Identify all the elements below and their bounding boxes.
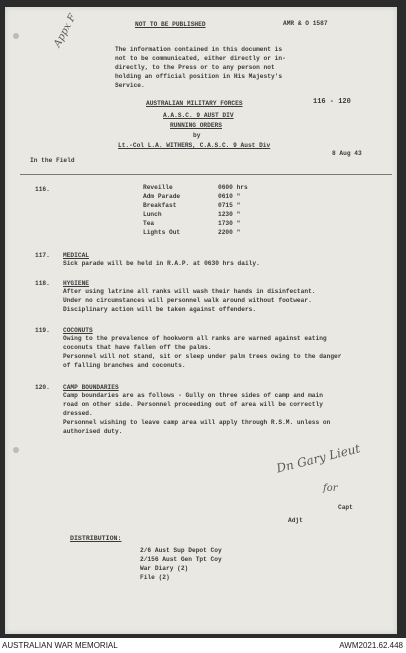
document-date: 8 Aug 43 (332, 150, 362, 157)
schedule-item: Reveille (143, 184, 173, 191)
schedule-item: Tea (143, 220, 155, 227)
distribution-item: War Diary (2) (140, 565, 189, 572)
order-number: 119. (35, 327, 50, 334)
schedule-time: 1730 " (218, 220, 241, 227)
schedule-item: Adm Parade (143, 193, 181, 200)
schedule-time: 2200 " (218, 229, 241, 236)
notice-line: holding an official position in His Majesty's (115, 73, 283, 80)
order-text: Sick parade will be held in R.A.P. at 0630 hrs daily. (63, 260, 260, 267)
classification-stamp: NOT TO BE PUBLISHED (135, 21, 206, 28)
order-heading: MEDICAL (63, 252, 89, 259)
order-text: of falling branches and coconuts. (63, 362, 186, 369)
distribution-item: 2/6 Aust Sup Depot Coy (140, 547, 222, 554)
order-number: 117. (35, 252, 50, 259)
order-text: Personnel wishing to leave camp area will apply through R.S.M. unless on (63, 419, 331, 426)
order-text: Owing to the prevalence of hookworm all ranks are warned against eating (63, 335, 327, 342)
order-number: 118. (35, 280, 50, 287)
notice-line: The information contained in this document is (115, 46, 283, 53)
schedule-time: 1230 " (218, 211, 241, 218)
order-text: Under no circumstances will personnel walk around without footwear. (63, 297, 312, 304)
order-heading: CAMP BOUNDARIES (63, 384, 119, 391)
schedule-time: 0715 " (218, 202, 241, 209)
handwritten-annotation: Appx F (52, 12, 79, 50)
schedule-item: Lights Out (143, 229, 181, 236)
archive-accession-number: AWM2021.62.448 (339, 641, 403, 650)
notice-line: directly, to the Press or to any person not (115, 64, 275, 71)
schedule-item: Lunch (143, 211, 162, 218)
punch-hole (13, 447, 19, 453)
order-text: Personnel will not stand, sit or sleep under palm trees owing to the danger (63, 353, 342, 360)
distribution-item: 2/156 Aust Gen Tpt Coy (140, 556, 222, 563)
order-heading: HYGIENE (63, 280, 89, 287)
issuing-officer: Lt.-Col L.A. WITHERS, C.A.S.C. 9 Aust Div (118, 142, 271, 149)
order-range: 116 - 120 (313, 98, 351, 106)
schedule-time: 0610 " (218, 193, 241, 200)
unit-heading: A.A.S.C. 9 AUST DIV (163, 112, 234, 119)
handwritten-signature: Dn Gary Lieut (275, 441, 362, 476)
order-heading: COCONUTS (63, 327, 93, 334)
schedule-item: Breakfast (143, 202, 177, 209)
order-number: 116. (35, 186, 50, 193)
punch-hole (13, 33, 19, 39)
order-text: dressed. (63, 410, 93, 417)
schedule-time: 0600 hrs (218, 184, 248, 191)
header-divider (20, 174, 392, 175)
notice-line: Service. (115, 82, 145, 89)
notice-line: not to be communicated, either directly or in- (115, 55, 286, 62)
distribution-label: DISTRIBUTION: (70, 535, 122, 542)
order-text: After using latrine all ranks will wash their hands in disinfectant. (63, 288, 316, 295)
distribution-item: File (2) (140, 574, 170, 581)
location: In the Field (30, 157, 75, 164)
force-heading: AUSTRALIAN MILITARY FORCES (146, 100, 243, 107)
by-line: by (193, 132, 201, 139)
signatory-role: Adjt (288, 517, 303, 524)
order-text: road on other side. Personnel proceeding out of area will be correctly (63, 401, 323, 408)
order-text: coconuts that have fallen off the palms. (63, 344, 212, 351)
order-text: authorised duty. (63, 428, 123, 435)
order-number: 120. (35, 384, 50, 391)
order-text: Disciplinary action will be taken against offenders. (63, 306, 257, 313)
signatory-rank: Capt (338, 504, 353, 511)
signature-for: for (323, 483, 338, 494)
form-reference: AMR & O 1587 (283, 20, 328, 27)
archive-name: AUSTRALIAN WAR MEMORIAL (2, 641, 118, 650)
archive-caption-bar (0, 640, 406, 653)
order-text: Camp boundaries are as follows - Gully on three sides of camp and main (63, 392, 323, 399)
document-title: RUNNING ORDERS (170, 122, 222, 129)
